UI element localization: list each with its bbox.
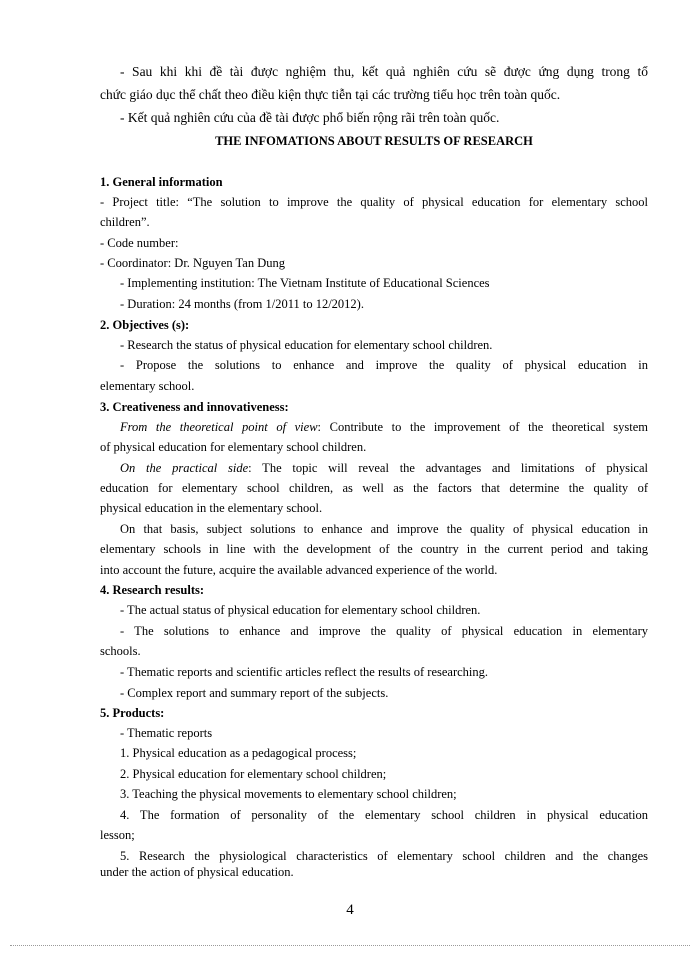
result-3: - Thematic reports and scientific articles reflect the results of researching. [120,665,489,679]
basis-line-2: elementary schools in line with the development of the country in the current period and taking [100,542,648,556]
practical-label: On the practical side [120,461,249,475]
theory-line-2: of physical education for elementary school children. [100,440,367,454]
duration: - Duration: 24 months (from 1/2011 to 12/2012). [120,297,364,311]
product-5-line-2: under the action of physical education. [100,865,294,879]
intro-line-1: - Sau khi khi đề tài được nghiệm thu, kết quả nghiên cứu sẽ được ứng dụng trong tổ [120,64,648,79]
project-title-line-2: children”. [100,215,150,229]
section-heading-products: 5. Products: [100,706,165,720]
product-4-line-1: 4. The formation of personality of the elementary school children in physical education [120,808,648,822]
implementing-institution: - Implementing institution: The Vietnam Institute of Educational Sciences [120,276,490,290]
theory-text: : Contribute to the improvement of the theoretical system [317,420,648,434]
objective-1: - Research the status of physical education for elementary school children. [120,338,493,352]
section-heading-creativeness: 3. Creativeness and innovativeness: [100,400,289,414]
product-4-line-2: lesson; [100,828,135,842]
result-2-line-2: schools. [100,644,141,658]
theory-label: From the theoretical point of view [120,420,318,434]
theory-line-1 [120,417,648,437]
section-heading-objectives: 2. Objectives (s): [100,318,190,332]
page-number: 4 [346,902,354,918]
result-1: - The actual status of physical education for elementary school children. [120,603,481,617]
page-divider [10,945,690,946]
result-2-line-1: - The solutions to enhance and improve the quality of physical education in elementary [120,624,648,638]
objective-2-line-1: - Propose the solutions to enhance and improve the quality of physical education in [120,358,648,372]
result-4: - Complex report and summary report of the subjects. [120,686,389,700]
product-2: 2. Physical education for elementary school children; [120,767,387,781]
section-heading-general: 1. General information [100,175,223,189]
practical-line-2: education for elementary school children, as well as the factors that determine the quality of [100,481,648,495]
project-title-line-1: - Project title: “The solution to improve the quality of physical education for elementary school [100,195,648,209]
practical-line-1 [120,458,648,478]
product-1: 1. Physical education as a pedagogical process; [120,746,357,760]
practical-text: : The topic will reveal the advantages and limitations of physical [248,461,648,475]
intro-line-3: - Kết quả nghiên cứu của đề tài được phổ biến rộng rãi trên toàn quốc. [120,110,500,125]
basis-line-1: On that basis, subject solutions to enhance and improve the quality of physical education in [120,522,648,536]
code-number: - Code number: [100,236,179,250]
coordinator: - Coordinator: Dr. Nguyen Tan Dung [100,256,285,270]
intro-line-2: chức giáo dục thể chất theo điều kiện thực tiễn tại các trường tiểu học trên toàn quốc. [100,87,561,102]
document-title: THE INFOMATIONS ABOUT RESULTS OF RESEARCH [215,134,533,148]
products-intro: - Thematic reports [120,726,213,740]
section-heading-results: 4. Research results: [100,583,205,597]
product-5-line-1: 5. Research the physiological characteristics of elementary school children and the changes [120,849,648,863]
product-3: 3. Teaching the physical movements to elementary school children; [120,787,457,801]
basis-line-3: into account the future, acquire the available advanced experience of the world. [100,563,498,577]
objective-2-line-2: elementary school. [100,379,195,393]
practical-line-3: physical education in the elementary school. [100,501,323,515]
